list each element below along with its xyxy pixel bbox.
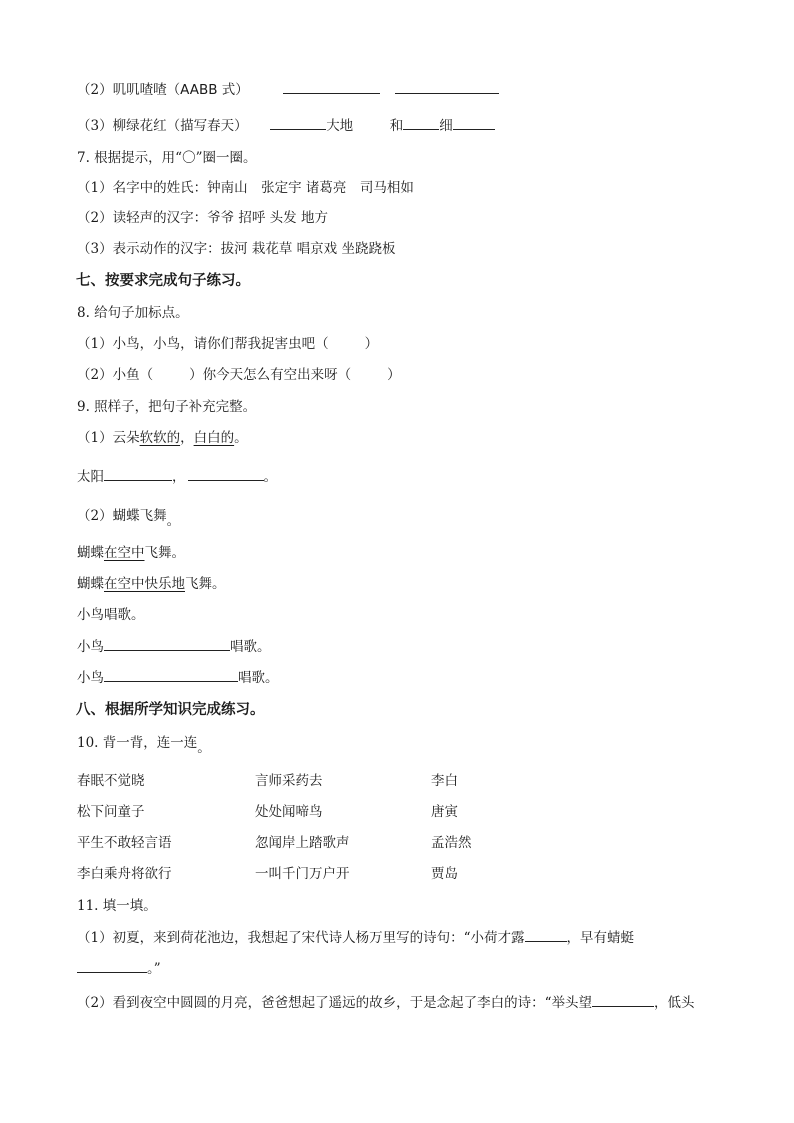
q6-item2 [77, 79, 499, 100]
q9-fill1-comma: ， [172, 469, 186, 485]
q8-item1-close: ） [364, 336, 379, 352]
answer-blank[interactable] [592, 992, 654, 1007]
q8-item2-close: ） [387, 367, 401, 383]
poem-line[interactable]: 春眠不觉晓 [77, 773, 145, 789]
q11-item1-text-a: （1）初夏，来到荷花池边，我想起了宋代诗人杨万里写的诗句：“小荷才露 [77, 930, 525, 946]
q9-fill3-suffix: 唱歌。 [238, 670, 279, 686]
q8-title: 8. 给句子加标点。 [77, 305, 189, 321]
q6-item3 [77, 115, 495, 136]
poem-line[interactable]: 言师采药去 [255, 773, 323, 789]
q7-title: 7. 根据提示，用“〇”圈一圈。 [77, 150, 257, 166]
q7-item3: （3）表示动作的汉字：拔河 栽花草 唱京戏 坐跷跷板 [77, 241, 396, 257]
q6-item3-part2: 和 [389, 118, 404, 134]
q9-ex1-comma: ， [180, 430, 194, 446]
q6-item2-suffix: 式） [217, 82, 249, 98]
q11-item2-text-b: ，低头 [654, 995, 695, 1011]
q8-item1 [77, 334, 378, 354]
q9-fill2-suffix: 唱歌。 [230, 639, 271, 655]
q11-item1-text-b: ，早有蜻蜓 [566, 930, 634, 946]
q11-item1-text-c: 。” [147, 961, 161, 977]
answer-blank[interactable] [395, 79, 499, 94]
answer-blank[interactable] [104, 636, 230, 651]
q6-item2-pattern: AABB [180, 82, 218, 98]
q9-fill3 [77, 667, 279, 688]
q9-fill1 [77, 466, 277, 487]
q10-column-second-lines [255, 771, 350, 895]
q10-title [77, 733, 211, 756]
q6-item3-label: （3）柳绿花红（描写春天） [77, 118, 248, 134]
q11-item2-text-a: （2）看到夜空中圆圆的月亮，爸爸想起了遥远的故乡，于是念起了李白的诗：“举头望 [77, 995, 592, 1011]
poet-name[interactable]: 贾岛 [431, 866, 458, 882]
q9-example1 [77, 428, 248, 448]
q9-fill2-prefix: 小鸟 [77, 639, 104, 655]
answer-blank[interactable] [104, 466, 172, 481]
q9-fill1-prefix: 太阳 [77, 469, 104, 485]
q10-title-end: 。 [197, 740, 211, 756]
poem-line[interactable]: 李白乘舟将欲行 [77, 866, 172, 882]
answer-blank[interactable] [104, 667, 238, 682]
answer-blank[interactable] [77, 958, 147, 973]
q9-ex1-underlined-1: 软软的 [139, 430, 181, 446]
q9-ex2a-underlined: 在空中 [104, 545, 145, 561]
q8-item2-text1: （2）小鱼（ [77, 367, 154, 383]
poet-name[interactable]: 孟浩然 [431, 835, 472, 851]
q6-item3-part3: 细 [439, 118, 453, 134]
q10-column-first-lines [77, 771, 172, 895]
q11-item2-line1 [77, 992, 695, 1013]
q9-fill2 [77, 636, 271, 657]
q9-example2b [77, 574, 226, 594]
q8-item2 [77, 365, 401, 385]
answer-blank[interactable] [453, 115, 495, 130]
q11-item1-line1 [77, 927, 634, 948]
q10-column-poets [431, 771, 472, 895]
q9-ex2b-prefix: 蝴蝶 [77, 576, 104, 592]
q6-item2-label: （2）叽叽喳喳（ [77, 82, 181, 98]
q9-fill3-prefix: 小鸟 [77, 670, 104, 686]
q7-item1: （1）名字中的姓氏：钟南山 张定宇 诸葛亮 司马相如 [77, 180, 414, 196]
q9-title: 9. 照样子，把句子补充完整。 [77, 399, 257, 415]
section-8-heading: 八、根据所学知识完成练习。 [76, 701, 265, 718]
q7-item2: （2）读轻声的汉字：爷爷 招呼 头发 地方 [77, 210, 328, 226]
poet-name[interactable]: 唐寅 [431, 804, 458, 820]
poem-line[interactable]: 松下问童子 [77, 804, 145, 820]
section-7-heading: 七、按要求完成句子练习。 [76, 272, 250, 289]
q11-title: 11. 填一填。 [77, 898, 157, 914]
q9-ex2b-suffix: 飞舞。 [185, 576, 226, 592]
poet-name[interactable]: 李白 [431, 773, 458, 789]
poem-line[interactable]: 忽闻岸上踏歌声 [255, 835, 350, 851]
q8-item2-text2: ）你今天怎么有空出来呀（ [189, 367, 352, 383]
q9-ex2b-underlined: 在空中快乐地 [104, 576, 185, 592]
q9-ex1-underlined-2: 白白的 [193, 430, 235, 446]
q9-ex2-end: 。 [166, 513, 181, 529]
q9-example2a [77, 543, 185, 563]
poem-line[interactable]: 平生不敢轻言语 [77, 835, 172, 851]
q6-item3-part1: 大地 [326, 118, 354, 134]
poem-line[interactable]: 处处闻啼鸟 [255, 804, 323, 820]
q9-example2 [77, 506, 181, 529]
q11-item1-line2 [77, 958, 161, 979]
q9-ex2a-prefix: 蝴蝶 [77, 545, 104, 561]
answer-blank[interactable] [270, 115, 326, 130]
q9-ex2a-suffix: 飞舞。 [144, 545, 185, 561]
q9-ex1-prefix: （1）云朵 [77, 430, 140, 446]
poem-line[interactable]: 一叫千门万户开 [255, 866, 350, 882]
q9-ex2-text: （2）蝴蝶飞舞 [77, 508, 167, 524]
q8-item1-text: （1）小鸟，小鸟，请你们帮我捉害虫吧（ [77, 336, 329, 352]
q9-ex1-end: 。 [234, 430, 248, 446]
q10-title-text: 10. 背一背，连一连 [77, 735, 198, 751]
answer-blank[interactable] [188, 466, 264, 481]
q9-fill1-end: 。 [263, 469, 277, 485]
q9-base-sentence: 小鸟唱歌。 [77, 607, 145, 623]
answer-blank[interactable] [283, 79, 380, 94]
answer-blank[interactable] [403, 115, 439, 130]
answer-blank[interactable] [525, 927, 567, 942]
